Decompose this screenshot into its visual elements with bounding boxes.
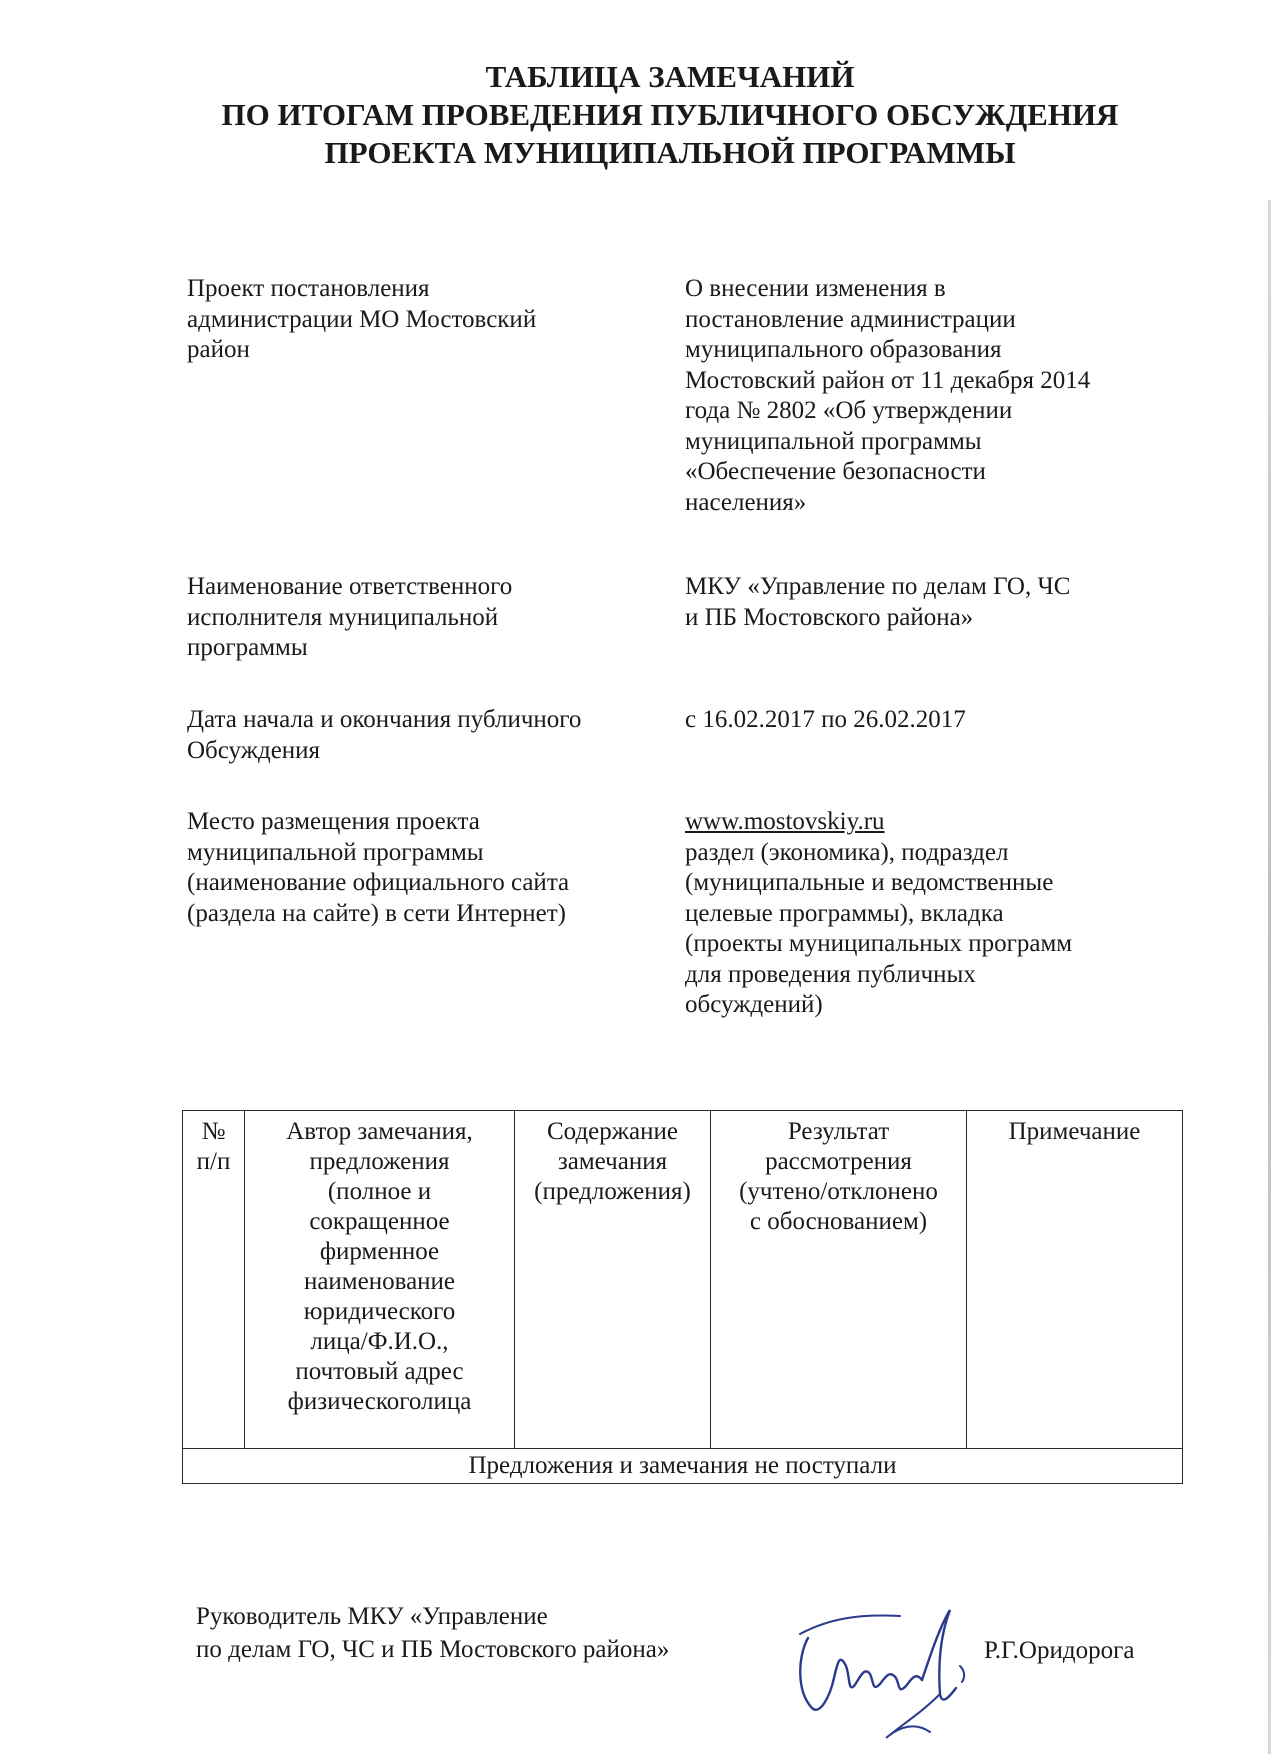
text-line: программы xyxy=(187,634,308,661)
text-line: «Обеспечение безопасности xyxy=(685,458,986,485)
header-line: (полное и xyxy=(327,1178,432,1205)
header-line: № xyxy=(201,1118,226,1145)
header-author xyxy=(245,1111,515,1449)
header-line: (учтено/отклонено xyxy=(739,1178,938,1205)
signer-name: Р.Г.Оридорога xyxy=(984,1637,1135,1664)
header-line: физическоголица xyxy=(287,1388,472,1415)
header-number xyxy=(183,1111,245,1449)
header-line: замечания xyxy=(557,1148,668,1175)
no-remarks-cell: Предложения и замечания не поступали xyxy=(183,1449,1183,1484)
header-line: Содержание xyxy=(547,1118,678,1145)
text-line: постановление администрации xyxy=(685,305,1016,333)
info-value-executor xyxy=(685,572,1175,633)
text-line: муниципальной программы xyxy=(187,838,484,866)
title-line: ТАБЛИЦА ЗАМЕЧАНИЙ xyxy=(485,59,855,94)
header-content xyxy=(515,1111,711,1449)
text-line: Дата начала и окончания публичного xyxy=(187,706,582,733)
text-line: населения» xyxy=(685,488,807,516)
text-line: муниципальной программы xyxy=(685,427,982,455)
text-line: по делам ГО, ЧС и ПБ Мостовского района» xyxy=(196,1636,670,1663)
text-line: года № 2802 «Об утверждении xyxy=(685,397,1013,424)
text-line: исполнителя муниципальной xyxy=(187,603,499,631)
signer-position xyxy=(196,1600,669,1666)
title-line: ПО ИТОГАМ ПРОВЕДЕНИЯ ПУБЛИЧНОГО ОБСУЖДЕНИЯ xyxy=(221,97,1119,132)
website-link[interactable]: www.mostovskiy.ru xyxy=(685,808,885,835)
text-line: раздел (экономика), подраздел xyxy=(685,838,1009,866)
header-line: (предложения) xyxy=(534,1178,691,1205)
text-line: Руководитель МКУ «Управление xyxy=(196,1603,548,1630)
header-line: наименование xyxy=(303,1268,456,1295)
handwritten-signature xyxy=(790,1596,980,1746)
info-label-executor xyxy=(187,572,667,664)
table-header-row xyxy=(183,1111,1183,1449)
header-line: предложения xyxy=(309,1148,450,1175)
text-line: (наименование официального сайта xyxy=(187,869,570,896)
text-line: район xyxy=(187,336,250,363)
text-line: (проекты муниципальных программ xyxy=(685,930,1073,957)
header-line: с обоснованием) xyxy=(749,1208,928,1235)
table-row xyxy=(183,1449,1183,1484)
text-line: с 16.02.2017 по 26.02.2017 xyxy=(685,706,966,733)
info-label-dates xyxy=(187,705,667,766)
text-line: (муниципальные и ведомственные xyxy=(685,869,1054,896)
header-line: рассмотрения xyxy=(765,1148,912,1175)
header-line: сокращенное xyxy=(309,1208,450,1235)
header-note xyxy=(967,1111,1183,1449)
header-result xyxy=(711,1111,967,1449)
header-line: почтовый адрес xyxy=(295,1358,464,1385)
text-line: для проведения публичных xyxy=(685,960,976,988)
info-value-dates xyxy=(685,705,1175,736)
info-label-project xyxy=(187,274,667,366)
info-value-location xyxy=(685,807,1175,1021)
text-line: муниципального образования xyxy=(685,336,1002,363)
remarks-table xyxy=(182,1110,1183,1484)
title-line: ПРОЕКТА МУНИЦИПАЛЬНОЙ ПРОГРАММЫ xyxy=(324,135,1016,170)
header-line: Результат xyxy=(787,1118,890,1145)
text-line: Мостовский район от 11 декабря 2014 xyxy=(685,366,1091,394)
header-line: юридического xyxy=(303,1298,456,1325)
text-line: Место размещения проекта xyxy=(187,808,480,835)
text-line: Обсуждения xyxy=(187,736,321,764)
header-line: п/п xyxy=(196,1148,231,1175)
page-edge-shadow xyxy=(1268,200,1271,1754)
text-line: О внесении изменения в xyxy=(685,275,946,302)
header-line: фирменное xyxy=(319,1238,440,1265)
header-line: Примечание xyxy=(1008,1118,1141,1145)
text-line: Наименование ответственного xyxy=(187,573,513,600)
text-line: администрации МО Мостовский xyxy=(187,305,537,333)
text-line: МКУ «Управление по делам ГО, ЧС xyxy=(685,573,1071,600)
text-line: целевые программы), вкладка xyxy=(685,899,1004,927)
text-line: (раздела на сайте) в сети Интернет) xyxy=(187,899,566,927)
info-label-location xyxy=(187,807,667,929)
text-line: обсуждений) xyxy=(685,991,823,1018)
text-line: и ПБ Мостовского района» xyxy=(685,603,974,631)
header-line: Автор замечания, xyxy=(286,1118,473,1145)
document-title xyxy=(0,58,1275,172)
info-value-project xyxy=(685,274,1175,518)
header-line: лица/Ф.И.О., xyxy=(310,1328,449,1355)
text-line: Проект постановления xyxy=(187,275,430,302)
